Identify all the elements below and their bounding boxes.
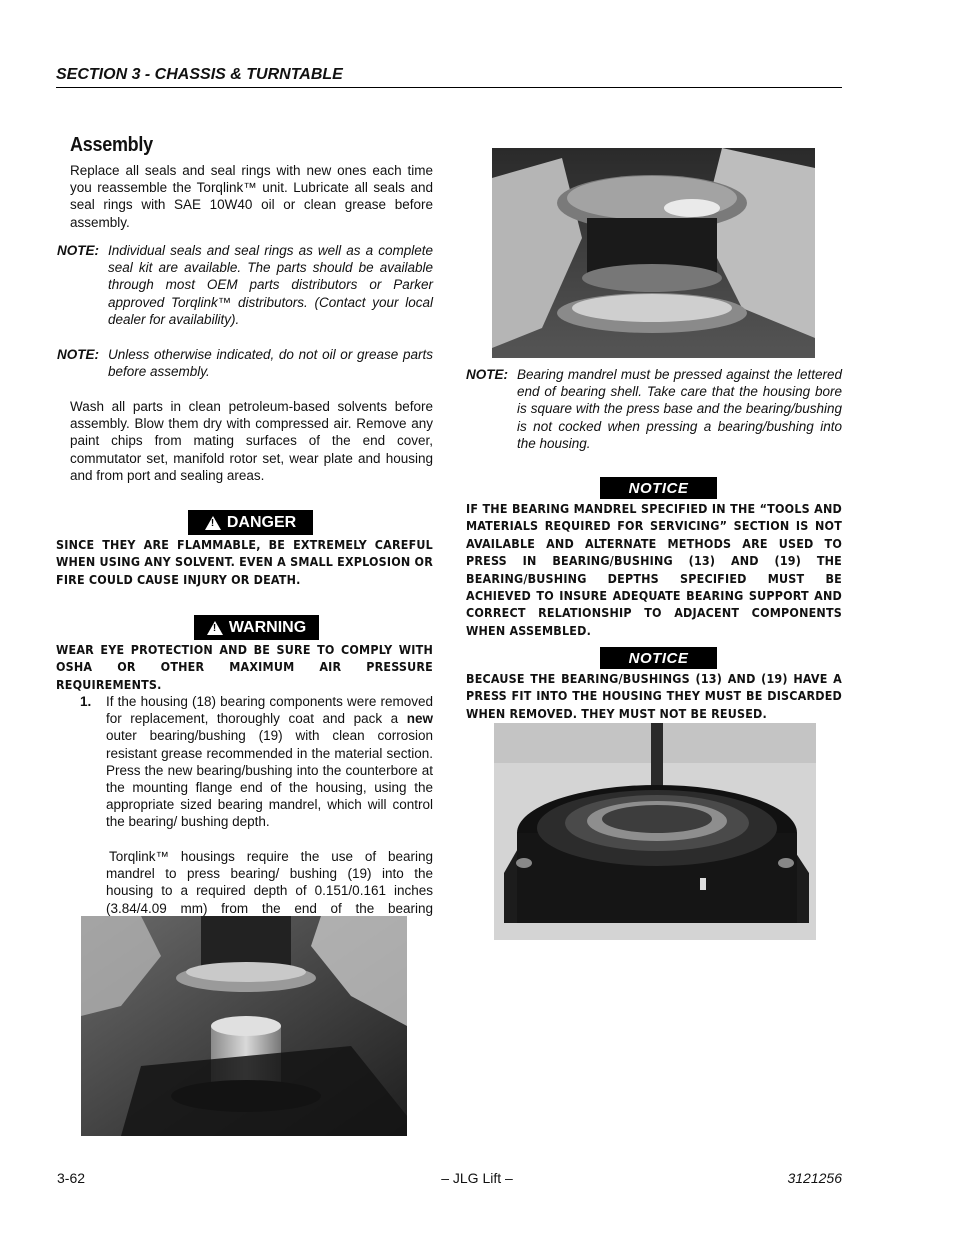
notice-text-mandrel: IF THE BEARING MANDREL SPECIFIED IN THE “TOOLS AND MATERIALS REQUIRED FOR SERVICING” SECTION IS NOT AVAILABLE AND ALTERNATE METHODS ARE USED TO PRESS IN BEARING/BUSHING (13) AND (19) THE BEARING/BUSHING DEPTHS SPECIFIED MUST BE ACHIEVED TO INSURE ADEQUATE BEARING SUPPORT AND CORRECT RELATIONSHIP TO ADJACENT COMPONENTS WHEN ASSEMBLED. (466, 501, 842, 638)
step-1-bold: new (406, 711, 433, 727)
photo-pressing-bearing (81, 916, 407, 1136)
note-label: NOTE: (466, 367, 508, 382)
note-no-oil (57, 346, 433, 380)
danger-label: DANGER (226, 513, 297, 531)
step-1-text-a: If the housing (18) bearing components were removed for replacement, thoroughly coat and pack a (106, 694, 433, 727)
note-text: Unless otherwise indicated, do not oil or grease parts before assembly. (108, 347, 433, 380)
warning-badge (194, 615, 319, 640)
assembly-heading: Assembly (70, 134, 153, 156)
photo-bearing-mandrel (492, 148, 815, 358)
document-number: 3121256 (787, 1170, 842, 1186)
step-1-depth-text: Torqlink™ housings require the use of bearing mandrel to press bearing/ bushing (19) into the housing to a required depth of 0.151/0.161 inches (3.84/4.09 mm) from the end of the bearing (106, 849, 433, 916)
notice-label: NOTICE (628, 649, 689, 667)
note-text: Bearing mandrel must be pressed against the lettered end of bearing shell. Take care that the housing bore is square with the press base and the bearing/bushing is not cocked when pressing a bearing/bushing into the housing. (517, 367, 842, 451)
page-number: 3-62 (57, 1170, 86, 1186)
warning-triangle-icon: ! (205, 516, 221, 530)
warning-label: WARNING (228, 618, 307, 636)
note-text: Individual seals and seal rings as well as a complete seal kit are available. The parts should be available through most OEM parts distributors or Parker approved Torqlink™ distributors. (Contact your local dealer for availability). (108, 243, 433, 327)
note-label: NOTE: (57, 347, 99, 362)
notice-label: NOTICE (628, 479, 689, 497)
wash-instructions: Wash all parts in clean petroleum-based solvents before assembly. Blow them dry with compressed air. Remove any paint chips from mating surfaces of the end cover, commutator set, manifold rotor set, wear plate and housing and from port and sealing areas. (70, 399, 433, 483)
notice-badge (600, 477, 717, 499)
footer-publisher: – JLG Lift – (441, 1170, 513, 1186)
step-1-text-b: outer bearing/bushing (19) with clean corrosion resistant grease recommended in the material section. Press the new bearing/bushing into the counterbore at the mounting flange end of the housing, using the appropriate sized bearing mandrel, which will control the bearing/ bushing depth. (106, 728, 433, 830)
step-number: 1. (80, 694, 92, 709)
note-label: NOTE: (57, 243, 99, 258)
warning-text: WEAR EYE PROTECTION AND BE SURE TO COMPLY WITH OSHA OR OTHER MAXIMUM AIR PRESSURE REQUIREMENTS. (56, 642, 433, 692)
section-header: SECTION 3 - CHASSIS & TURNTABLE (56, 66, 842, 88)
notice-badge (600, 647, 717, 669)
step-1-text (106, 693, 433, 831)
warning-triangle-icon: ! (207, 621, 223, 635)
assembly-intro: Replace all seals and seal rings with new ones each time you reassemble the Torqlink™ unit. Lubricate all seals and seal rings with SAE 10W40 oil or clean grease before assembly. (70, 163, 433, 230)
photo-bearing-mandrel-image (492, 148, 815, 358)
note-mandrel (466, 366, 842, 452)
danger-badge (188, 510, 313, 535)
notice-text-discard: BECAUSE THE BEARING/BUSHINGS (13) AND (19) HAVE A PRESS FIT INTO THE HOUSING THEY MUST BE DISCARDED WHEN REMOVED. THEY MUST NOT BE REUSED. (466, 671, 842, 721)
note-seal-kits (57, 242, 433, 328)
photo-housing (494, 723, 816, 940)
photo-pressing-bearing-image (81, 916, 407, 1136)
danger-text: SINCE THEY ARE FLAMMABLE, BE EXTREMELY CAREFUL WHEN USING ANY SOLVENT. EVEN A SMALL EXPLOSION OR FIRE COULD CAUSE INJURY OR DEATH. (56, 537, 433, 587)
photo-housing-image (494, 723, 816, 940)
